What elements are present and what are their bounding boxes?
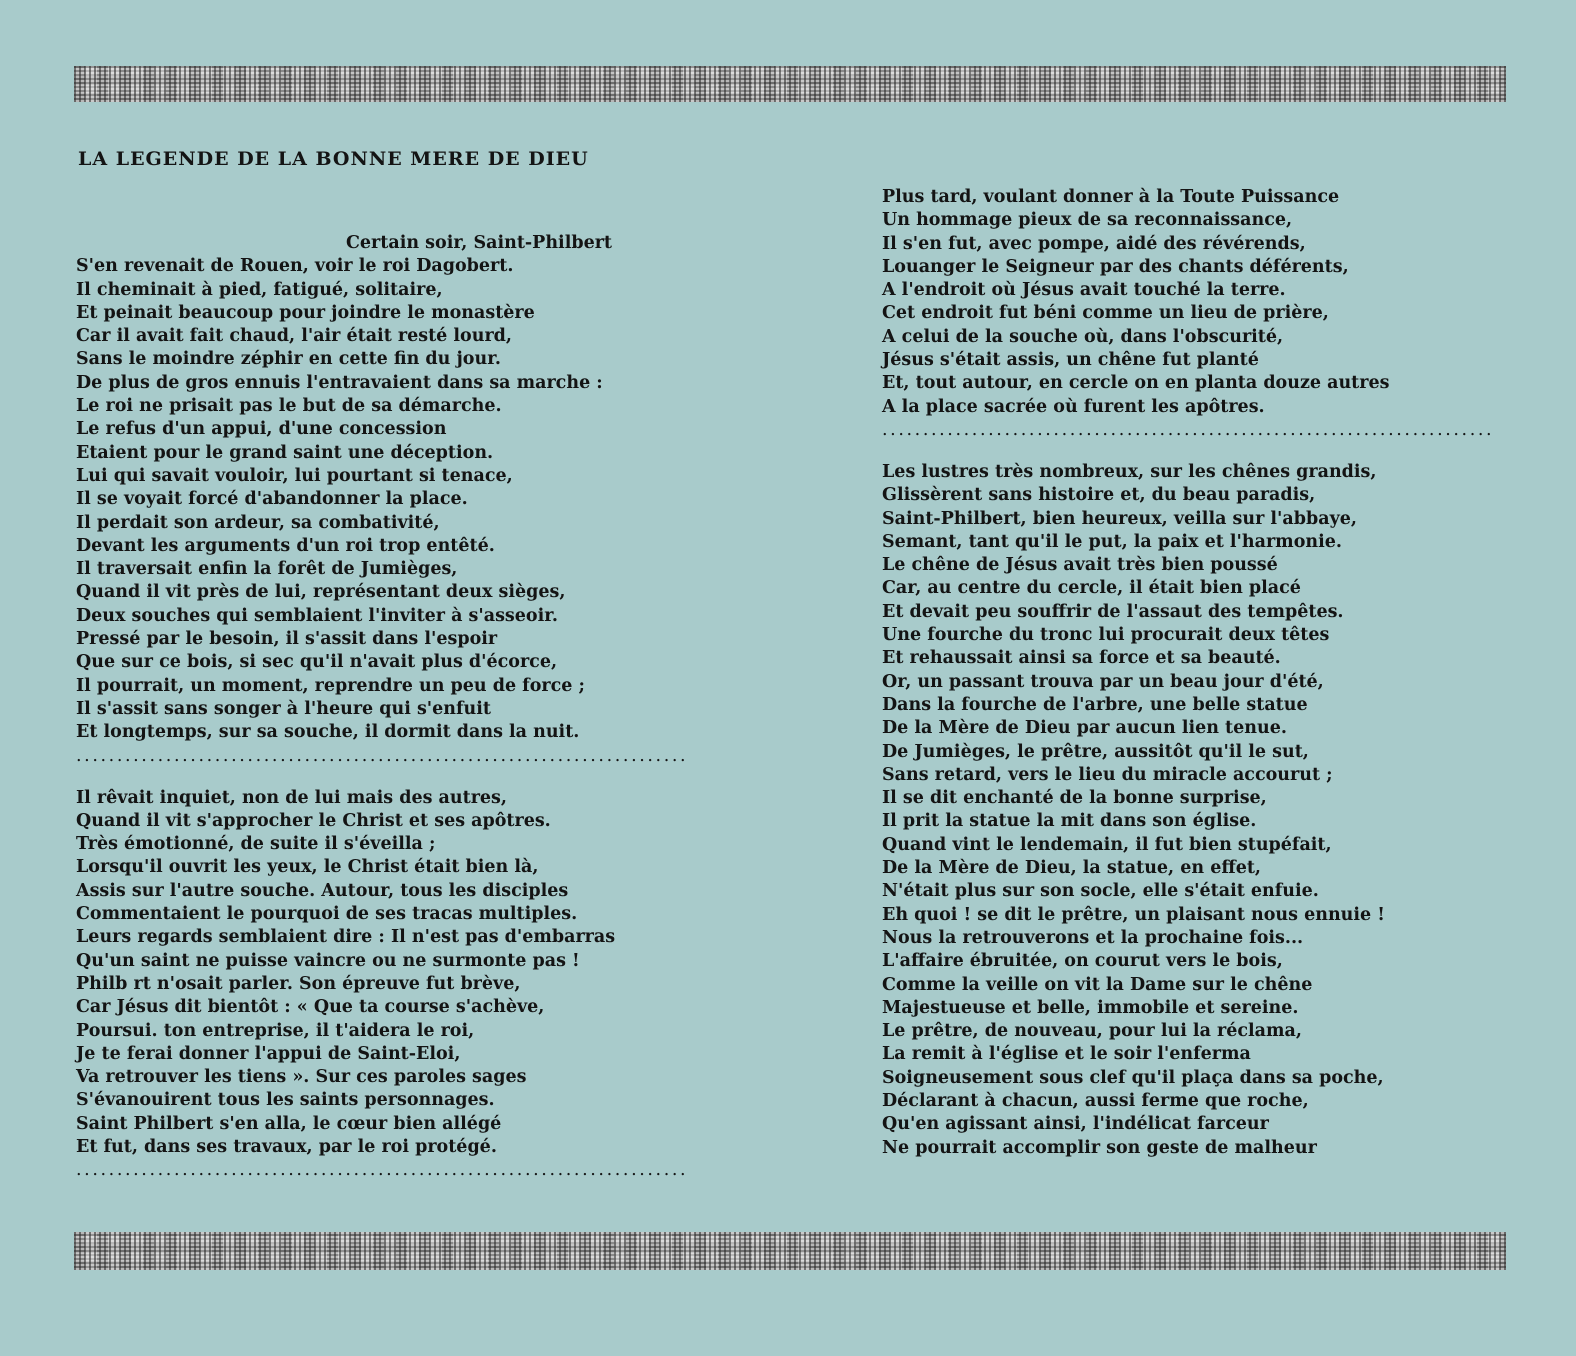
verse-line: De plus de gros ennuis l'entravaient dans sa marche : (76, 372, 603, 393)
verse-line: Semant, tant qu'il le put, la paix et l'harmonie. (882, 531, 1342, 552)
verse-line: Majestueuse et belle, immobile et sereine. (882, 997, 1299, 1018)
verse-line: Jésus s'était assis, un chêne fut planté (882, 350, 1259, 371)
left-column (76, 232, 696, 1181)
verse-line: Il s'en fut, avec pompe, aidé des révérends, (882, 233, 1306, 254)
verse-line: Cet endroit fut béni comme un lieu de prière, (882, 303, 1329, 324)
decorative-band-top (74, 66, 1506, 102)
verse-line: Et fut, dans ses travaux, par le roi protégé. (76, 1136, 497, 1157)
verse-line: Il se voyait forcé d'abandonner la place. (76, 489, 468, 510)
verse-line: A la place sacrée où furent les apôtres. (882, 396, 1265, 417)
verse-line: A celui de la souche où, dans l'obscurité, (882, 326, 1284, 347)
verse-line: Très émotionné, de suite il s'éveilla ; (76, 834, 436, 855)
verse-line: Etaient pour le grand saint une déception. (76, 442, 494, 463)
verse-line: A l'endroit où Jésus avait touché la terre. (882, 280, 1286, 301)
verse-line: Glissèrent sans histoire et, du beau paradis, (882, 485, 1316, 506)
dotted-separator: ........................................................................... (76, 745, 689, 766)
verse-line: Le refus d'un appui, d'une concession (76, 419, 447, 440)
verse-line: Sans retard, vers le lieu du miracle accourut ; (882, 764, 1333, 785)
left-stanza-1 (76, 232, 696, 745)
verse-line: Ne pourrait accomplir son geste de malheur (882, 1137, 1317, 1158)
verse-line: Il prit la statue la mit dans son église. (882, 811, 1257, 832)
verse-line: Soigneusement sous clef qu'il plaça dans sa poche, (882, 1067, 1384, 1088)
dotted-separator: ........................................................................... (882, 419, 1495, 440)
verse-line: Louanger le Seigneur par des chants déférents, (882, 256, 1349, 277)
verse-line: L'affaire ébruitée, on courut vers le bois, (882, 951, 1283, 972)
verse-line: Car Jésus dit bientôt : « Que ta course s'achève, (76, 997, 545, 1018)
verse-line: Eh quoi ! se dit le prêtre, un plaisant nous ennuie ! (882, 904, 1385, 925)
verse-line: Deux souches qui semblaient l'inviter à s'asseoir. (76, 605, 558, 626)
verse-line: Dans la fourche de l'arbre, une belle statue (882, 694, 1308, 715)
verse-line: Commentaient le pourquoi de ses tracas multiples. (76, 904, 578, 925)
verse-line: Il perdait son ardeur, sa combativité, (76, 512, 440, 533)
verse-line: S'en revenait de Rouen, voir le roi Dagobert. (76, 256, 514, 277)
verse-line: Le roi ne prisait pas le but de sa démarche. (76, 396, 502, 417)
decorative-band-bottom (74, 1232, 1506, 1270)
verse-line: Comme la veille on vit la Dame sur le chêne (882, 974, 1313, 995)
verse-line: N'était plus sur son socle, elle s'était enfuie. (882, 881, 1319, 902)
dotted-separator: ........................................................................... (76, 1160, 689, 1181)
verse-line: Va retrouver les tiens ». Sur ces paroles sages (76, 1067, 527, 1088)
verse-line: Qu'en agissant ainsi, l'indélicat farceur (882, 1114, 1269, 1135)
verse-line: Et devait peu souffrir de l'assaut des tempêtes. (882, 601, 1344, 622)
right-stanza-2 (882, 461, 1512, 1160)
right-column (882, 186, 1512, 1160)
page-title: LA LEGENDE DE LA BONNE MERE DE DIEU (78, 148, 589, 170)
verse-line: Poursui. ton entreprise, il t'aidera le roi, (76, 1020, 475, 1041)
verse-line: Philb rt n'osait parler. Son épreuve fut brève, (76, 973, 521, 994)
verse-line: Qu'un saint ne puisse vaincre ou ne surmonte pas ! (76, 950, 580, 971)
verse-line: La remit à l'église et le soir l'enferma (882, 1044, 1251, 1065)
verse-line: De la Mère de Dieu, la statue, en effet, (882, 858, 1262, 879)
verse-line: Sans le moindre zéphir en cette fin du jour. (76, 349, 501, 370)
verse-line: Déclarant à chacun, aussi ferme que roche, (882, 1090, 1309, 1111)
verse-line: Or, un passant trouva par un beau jour d'été, (882, 671, 1324, 692)
verse-line: Lui qui savait vouloir, lui pourtant si tenace, (76, 465, 513, 486)
verse-line: Et rehaussait ainsi sa force et sa beauté. (882, 648, 1281, 669)
verse-line: Je te ferai donner l'appui de Saint-Eloi, (76, 1043, 461, 1064)
verse-line: Car il avait fait chaud, l'air était resté lourd, (76, 326, 512, 347)
verse-line: Quand vint le lendemain, il fut bien stupéfait, (882, 834, 1332, 855)
verse-line: Nous la retrouverons et la prochaine fois... (882, 927, 1304, 948)
verse-line: Il s'assit sans songer à l'heure qui s'enfuit (76, 698, 492, 719)
verse-line: Que sur ce bois, si sec qu'il n'avait plus d'écorce, (76, 652, 558, 673)
verse-line: De Jumièges, le prêtre, aussitôt qu'il le sut, (882, 741, 1309, 762)
verse-line: Devant les arguments d'un roi trop entêté. (76, 535, 495, 556)
verse-line: Et, tout autour, en cercle on en planta douze autres (882, 373, 1390, 394)
verse-line: Et peinait beaucoup pour joindre le monastère (76, 302, 535, 323)
verse-line: Il se dit enchanté de la bonne surprise, (882, 788, 1267, 809)
verse-line: Un hommage pieux de sa reconnaissance, (882, 210, 1293, 231)
verse-line: S'évanouirent tous les saints personnages. (76, 1090, 495, 1111)
verse-line: De la Mère de Dieu par aucun lien tenue. (882, 718, 1287, 739)
verse-line: Le prêtre, de nouveau, pour lui la réclama, (882, 1021, 1302, 1042)
verse-line: Il pourrait, un moment, reprendre un peu de force ; (76, 675, 585, 696)
right-stanza-1 (882, 186, 1512, 419)
verse-line: Pressé par le besoin, il s'assit dans l'espoir (76, 629, 498, 650)
verse-line: Assis sur l'autre souche. Autour, tous les disciples (76, 880, 569, 901)
verse-line: Lorsqu'il ouvrit les yeux, le Christ était bien là, (76, 857, 539, 878)
verse-line: Leurs regards semblaient dire : Il n'est pas d'embarras (76, 927, 616, 948)
left-stanza-2 (76, 787, 696, 1160)
verse-line: Saint-Philbert, bien heureux, veilla sur l'abbaye, (882, 508, 1357, 529)
verse-line: Saint Philbert s'en alla, le cœur bien allégé (76, 1113, 502, 1134)
verse-line: Une fourche du tronc lui procurait deux têtes (882, 625, 1330, 646)
verse-line: Il rêvait inquiet, non de lui mais des autres, (76, 787, 507, 808)
verse-line: Quand il vit près de lui, représentant deux sièges, (76, 582, 566, 603)
verse-line: Car, au centre du cercle, il était bien placé (882, 578, 1301, 599)
verse-line: Certain soir, Saint-Philbert (346, 233, 613, 253)
verse-line: Le chêne de Jésus avait très bien poussé (882, 555, 1278, 576)
verse-line: Quand il vit s'approcher le Christ et ses apôtres. (76, 810, 551, 831)
verse-line: Les lustres très nombreux, sur les chênes grandis, (882, 461, 1377, 482)
verse-line: Il traversait enfin la forêt de Jumièges, (76, 559, 458, 580)
verse-line: Et longtemps, sur sa souche, il dormit dans la nuit. (76, 722, 580, 743)
verse-line: Plus tard, voulant donner à la Toute Puissance (882, 187, 1340, 207)
verse-line: Il cheminait à pied, fatigué, solitaire, (76, 279, 443, 300)
